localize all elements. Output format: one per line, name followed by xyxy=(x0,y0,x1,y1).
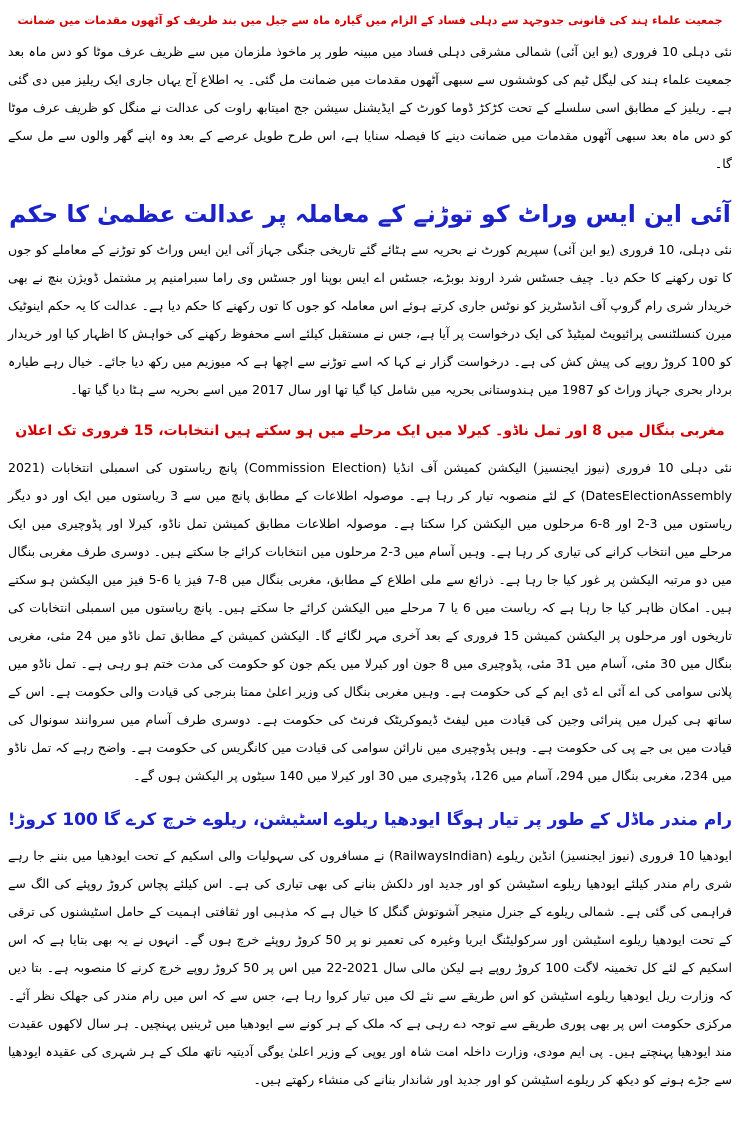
article-bail-news xyxy=(8,4,732,178)
headline-elections: مغربی بنگال میں 8 اور تمل ناڈو۔ کیرلا میں ایک مرحلے میں ہو سکتے ہیں انتخابات، 15 فروری تک اعلان xyxy=(15,423,725,439)
article-ins-viraat xyxy=(8,192,732,404)
headline-bail: جمعیت علماء ہند کی قانونی جدوجہد سے دہلی فساد کے الزام میں گیارہ ماہ سے جیل میں بند ظریف کو آٹھوں مقدمات میں ضمانت xyxy=(17,14,723,27)
headline-ins-viraat: آئی این ایس وراٹ کو توڑنے کے معاملہ پر عدالت عظمیٰ کا حکم xyxy=(9,200,731,228)
article-elections xyxy=(8,408,732,790)
body-ins-viraat: نئی دہلی، 10 فروری (یو این آئی) سپریم کورٹ نے بحریہ سے ہٹائے گئے تاریخی جنگی جہاز آئی این ایس وراٹ کو توڑنے کے معاملے کو جوں کا توں رکھنے کا حکم دیا۔ چیف جسٹس شرد اروند بوبڑے، جسٹس اے ایس بوپنا اور جسٹس وی راما سبرامنیم پر مشتمل ڈویژن بنچ نے بھی خریدار شری رام گروپ آف انڈسٹریز کو نوٹس جاری کرتے ہوئے اس معاملہ کو جوں کا توں رکھنے کا حکم دیا ہے۔ عدالت کا یہ حکم اینوٹیک میرن کنسلٹنسی پرائیویٹ لمیٹیڈ کی ایک درخواست پر آیا ہے، جس نے مستقبل کیلئے اسے محفوظ رکھنے کی خواہش کا اظہار کیا اور خریدار کو 100 کروڑ روپے کی پیش کش کی ہے۔ درخواست گزار نے کہا کہ اسے توڑنے سے اچھا ہے کہ میوزیم میں رکھ دیا جائے۔ خیال رہے طیارہ بردار بحری جہاز وراٹ کو 1987 میں ہندوستانی بحریہ میں شامل کیا گیا تھا اور سال 2017 میں اسے بحریہ سے ہٹا دیا گیا تھا۔ xyxy=(8,242,732,397)
headline-ayodhya-station: رام مندر ماڈل کے طور پر تیار ہوگا ایودھیا ریلوے اسٹیشن، ریلوے خرچ کرے گا 100 کروڑ! xyxy=(8,810,732,830)
body-bail: نئی دہلی 10 فروری (یو این آئی) شمالی مشرقی دہلی فساد میں مبینہ طور پر ماخوذ ملزمان میں سے ظریف عرف موٹا کو دس ماہ بعد جمعیت علماء ہند کی لیگل ٹیم کی کوششوں سے سبھی آٹھوں مقدمات میں ضمانت مل گئی۔ یہ اطلاع آج یہاں جاری ایک ریلیز میں دی گئی ہے۔ ریلیز کے مطابق اسی سلسلے کے تحت کڑکڑ ڈوما کورٹ کے ایڈیشنل سیشن جج امیتابھ راوت کی عدالت نے منگل کو ظریف عرف موٹا کو دس ماہ بعد سبھی آٹھوں مقدمات میں ضمانت دینے کا فیصلہ سنایا ہے، اس طرح طویل عرصے کے بعد وہ اپنے گھر والوں سے مل سکے گا۔ xyxy=(8,44,732,171)
article-ayodhya-station xyxy=(8,798,732,1094)
body-ayodhya-station: ایودھیا 10 فروری (نیوز ایجنسیز) انڈین ریلوے (RailwaysIndian) نے مسافروں کی سہولیات والی اسکیم کے تحت ایودھیا میں بننے جا رہے شری رام مندر کیلئے ایودھیا ریلوے اسٹیشن کو اور جدید اور دلکش بنانے کی بھی تیاری کی ہے۔ اس کیلئے پچاس کروڑ روپئے کی الگ سے فراہمی کی گئی ہے۔ شمالی ریلوے کے جنرل منیجر آشوتوش گنگل کا خیال ہے کہ مذہبی اور ثقافتی اہمیت کے حامل اسٹیشنوں کی ترقی کے تحت ایودھیا ریلوے اسٹیشن اور سرکولیٹنگ ایریا وغیرہ کی تعمیر نو پر 50 کروڑ روپئے خرچ ہوں گے۔ انہوں نے یہ بھی بتایا ہے کہ اس اسکیم کے لئے کل تخمینہ لاگت 100 کروڑ روپے ہے لیکن مالی سال 2021-22 میں اس پر 50 کروڑ روپے خرچ کرنے کا منصوبہ ہے۔ بتا دیں کہ وزارت ریل ایودھیا ریلوے اسٹیشن کو اس طریقے سے نئے لک میں تیار کروا رہا ہے، جس سے کہ اس میں رام مندر کی جھلک نظر آئے۔ مرکزی حکومت اس پر بھی پوری طریقے سے توجہ دے رہی ہے کہ ملک کے ہر کونے سے ایودھیا میں ٹرینیں پہنچیں۔ ہر سال لاکھوں عقیدت مند ایودھیا پہنچتے ہیں۔ پی ایم مودی، وزارت داخلہ امت شاہ اور یوپی کے وزیر اعلیٰ یوگی آدیتیہ ناتھ ملک کے ہر شہری کی عقیدہ ایودھیا سے جڑے ہونے کو دیکھ کر ریلوے اسٹیشن کو اور جدید اور شاندار بنانے کی منشاء رکھتے ہیں۔ xyxy=(8,848,733,1087)
body-elections: نئی دہلی 10 فروری (نیوز ایجنسیز) الیکشن کمیشن آف انڈیا (Commission Election) پانچ ریاستوں کی اسمبلی انتخابات (2021 DatesElectionAssembly) کے لئے منصوبہ تیار کر رہا ہے۔ موصولہ اطلاعات کے مطابق پانچ میں سے 3 ریاستوں میں ایک اور دو دیگر ریاستوں میں 3-2 اور 8-6 مرحلوں میں الیکشن کرا سکتا ہے۔ موصولہ اطلاعات مطابق کمیشن تمل ناڈو، کیرلا اور پڈوچیری میں ایک مرحلے میں انتخاب کرانے کی تیاری کر رہا ہے۔ وہیں آسام میں 3-2 مرحلوں میں انتخابات کرائے جا سکتے ہیں۔ دوسری طرف مغربی بنگال میں دو مرتبہ الیکشن پر غور کیا جا رہا ہے۔ ذرائع سے ملی اطلاع کے مطابق، مغربی بنگال میں 8-7 فیز یا 6-5 فیز میں الیکشن ہو سکتے ہیں۔ امکان ظاہر کیا جا رہا ہے کہ ریاست میں 6 یا 7 مرحلے میں الیکشن کرائے جا سکتے ہیں۔ پانچ ریاستوں میں اسمبلی انتخابات کی تاریخوں اور مرحلوں پر الیکشن کمیشن 15 فروری کے بعد آخری مہر لگائے گا۔ الیکشن کمیشن کے مطابق تمل ناڈو میں 24 مئی، مغربی بنگال میں 30 مئی، آسام میں 31 مئی، پڈوچیری میں 8 جون اور کیرلا میں یکم جون کو حکومت کی مدت ختم ہو رہی ہے۔ تمل ناڈو میں پلانی سوامی کی اے آئی اے ڈی ایم کے کی حکومت ہے۔ وہیں مغربی بنگال کی وزیر اعلیٰ ممتا بنرجی کی قیادت والی حکومت ہے۔ اس کے ساتھ ہی کیرل میں پنرائی وجین کی قیادت میں لیفٹ ڈیموکریٹک فرنٹ کی حکومت ہے۔ دوسری طرف آسام میں سروانند سونوال کی قیادت میں بی جے پی کی حکومت ہے۔ وہیں پڈوچیری میں نارائن سوامی کی قیادت میں کانگریس کی حکومت ہے۔ واضح رہے کہ تمل ناڈو میں 234، مغربی بنگال میں 294، آسام میں 126، پڈوچیری میں 30 اور کیرلا میں 140 سیٹوں پر الیکشن ہوں گے۔ xyxy=(8,460,733,783)
